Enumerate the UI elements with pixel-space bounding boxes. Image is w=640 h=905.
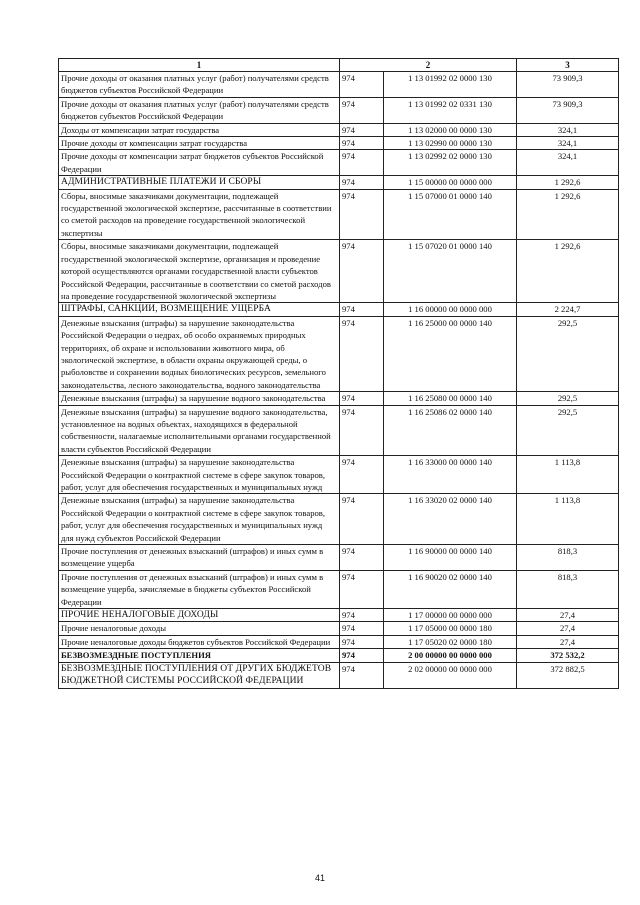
row-name-cell: Прочие доходы от компенсации затрат государства bbox=[59, 137, 340, 150]
row-name-cell: ПРОЧИЕ НЕНАЛОГОВЫЕ ДОХОДЫ bbox=[59, 609, 340, 622]
row-amount-cell: 372 532,2 bbox=[517, 649, 619, 662]
row-budget-code-cell: 2 00 00000 00 0000 000 bbox=[384, 649, 517, 662]
row-budget-code-cell: 1 16 33000 00 0000 140 bbox=[384, 456, 517, 494]
budget-revenue-table bbox=[58, 58, 619, 689]
row-budget-code-cell: 1 16 00000 00 0000 000 bbox=[384, 303, 517, 316]
row-amount-cell: 1 113,8 bbox=[517, 456, 619, 494]
row-budget-code-cell: 1 16 90000 00 0000 140 bbox=[384, 545, 517, 571]
table-row bbox=[59, 609, 619, 622]
row-name-cell: Денежные взыскания (штрафы) за нарушение законодательства Российской Федерации о недрах, об особо охраняемых природных территориях, об охране и использовании животного мира, об экологической экспертизе, в области охраны окружающей среды, о рыболовстве и сохранении водных биологических ресурсов, земельного законодательства, лесного законодательства, водного законодательства bbox=[59, 316, 340, 391]
row-admin-code-cell: 974 bbox=[340, 303, 384, 316]
row-name-cell: БЕЗВОЗМЕЗДНЫЕ ПОСТУПЛЕНИЯ bbox=[59, 649, 340, 662]
row-budget-code-cell: 2 02 00000 00 0000 000 bbox=[384, 662, 517, 688]
table-row bbox=[59, 137, 619, 150]
row-amount-cell: 292,5 bbox=[517, 392, 619, 405]
row-amount-cell: 324,1 bbox=[517, 137, 619, 150]
header-col-2: 2 bbox=[340, 59, 517, 72]
row-name-cell: Доходы от компенсации затрат государства bbox=[59, 123, 340, 136]
table-row bbox=[59, 405, 619, 456]
row-amount-cell: 27,4 bbox=[517, 622, 619, 635]
table-row bbox=[59, 392, 619, 405]
row-budget-code-cell: 1 16 25086 02 0000 140 bbox=[384, 405, 517, 456]
row-name-cell: Прочие доходы от оказания платных услуг (работ) получателями средств бюджетов субъектов Российской Федерации bbox=[59, 97, 340, 123]
table-row bbox=[59, 176, 619, 189]
table-row bbox=[59, 545, 619, 571]
table-row bbox=[59, 189, 619, 240]
row-budget-code-cell: 1 16 25080 00 0000 140 bbox=[384, 392, 517, 405]
table-row bbox=[59, 622, 619, 635]
row-name-cell: Денежные взыскания (штрафы) за нарушение законодательства Российской Федерации о контрактной системе в сфере закупок товаров, работ, услуг для обеспечения государственных и муниципальных нужд bbox=[59, 456, 340, 494]
table-row bbox=[59, 72, 619, 98]
row-admin-code-cell: 974 bbox=[340, 392, 384, 405]
row-budget-code-cell: 1 17 05000 00 0000 180 bbox=[384, 622, 517, 635]
row-budget-code-cell: 1 13 02992 02 0000 130 bbox=[384, 150, 517, 176]
row-budget-code-cell: 1 13 01992 02 0331 130 bbox=[384, 97, 517, 123]
row-budget-code-cell: 1 17 00000 00 0000 000 bbox=[384, 609, 517, 622]
row-name-cell: АДМИНИСТРАТИВНЫЕ ПЛАТЕЖИ И СБОРЫ bbox=[59, 176, 340, 189]
row-admin-code-cell: 974 bbox=[340, 609, 384, 622]
row-name-cell: Прочие поступления от денежных взысканий (штрафов) и иных сумм в возмещение ущерба, зачисляемые в бюджеты субъектов Российской Федерации bbox=[59, 570, 340, 608]
row-amount-cell: 324,1 bbox=[517, 150, 619, 176]
row-budget-code-cell: 1 15 07000 01 0000 140 bbox=[384, 189, 517, 240]
row-name-cell: Прочие доходы от оказания платных услуг (работ) получателями средств бюджетов субъектов Российской Федерации bbox=[59, 72, 340, 98]
row-admin-code-cell: 974 bbox=[340, 123, 384, 136]
table-row bbox=[59, 456, 619, 494]
row-budget-code-cell: 1 13 02990 00 0000 130 bbox=[384, 137, 517, 150]
row-budget-code-cell: 1 16 33020 02 0000 140 bbox=[384, 494, 517, 545]
page-number: 41 bbox=[314, 873, 325, 883]
row-budget-code-cell: 1 15 07020 01 0000 140 bbox=[384, 240, 517, 303]
row-admin-code-cell: 974 bbox=[340, 97, 384, 123]
row-name-cell: Сборы, вносимые заказчиками документации, подлежащей государственной экологической экспертизе, организация и проведение которой осуществляются органами государственной власти субъектов Российской Федерации, рассчитанные в соответствии со сметой расходов на проведение государственной экологической экспертизы bbox=[59, 240, 340, 303]
row-amount-cell: 324,1 bbox=[517, 123, 619, 136]
table-row bbox=[59, 316, 619, 391]
row-amount-cell: 2 224,7 bbox=[517, 303, 619, 316]
row-admin-code-cell: 974 bbox=[340, 570, 384, 608]
row-admin-code-cell: 974 bbox=[340, 405, 384, 456]
table-row bbox=[59, 662, 619, 688]
table-row bbox=[59, 303, 619, 316]
row-name-cell: Денежные взыскания (штрафы) за нарушение законодательства Российской Федерации о контрактной системе в сфере закупок товаров, работ, услуг для обеспечения государственных и муниципальных нужд для нужд субъектов Российской Федерации bbox=[59, 494, 340, 545]
table-row bbox=[59, 649, 619, 662]
row-name-cell: Прочие неналоговые доходы бюджетов субъектов Российской Федерации bbox=[59, 635, 340, 648]
row-budget-code-cell: 1 13 01992 02 0000 130 bbox=[384, 72, 517, 98]
row-name-cell: Прочие доходы от компенсации затрат бюджетов субъектов Российской Федерации bbox=[59, 150, 340, 176]
row-name-cell: ШТРАФЫ, САНКЦИИ, ВОЗМЕЩЕНИЕ УЩЕРБА bbox=[59, 303, 340, 316]
row-amount-cell: 292,5 bbox=[517, 405, 619, 456]
row-budget-code-cell: 1 16 25000 00 0000 140 bbox=[384, 316, 517, 391]
header-col-3: 3 bbox=[517, 59, 619, 72]
row-admin-code-cell: 974 bbox=[340, 622, 384, 635]
table-row bbox=[59, 97, 619, 123]
row-amount-cell: 818,3 bbox=[517, 545, 619, 571]
row-admin-code-cell: 974 bbox=[340, 649, 384, 662]
row-amount-cell: 1 292,6 bbox=[517, 176, 619, 189]
row-admin-code-cell: 974 bbox=[340, 662, 384, 688]
row-budget-code-cell: 1 15 00000 00 0000 000 bbox=[384, 176, 517, 189]
row-amount-cell: 818,3 bbox=[517, 570, 619, 608]
row-admin-code-cell: 974 bbox=[340, 150, 384, 176]
row-admin-code-cell: 974 bbox=[340, 494, 384, 545]
table-row bbox=[59, 240, 619, 303]
row-name-cell: Сборы, вносимые заказчиками документации, подлежащей государственной экологической экспертизе, рассчитанные в соответствии со сметой расходов на проведение государственной экологической экспертизы bbox=[59, 189, 340, 240]
row-name-cell: Денежные взыскания (штрафы) за нарушение водного законодательства, установленное на водных объектах, находящихся в федеральной собственности, налагаемые исполнительными органами государственной власти субъектов Российской Федерации bbox=[59, 405, 340, 456]
table-row bbox=[59, 494, 619, 545]
row-admin-code-cell: 974 bbox=[340, 240, 384, 303]
row-admin-code-cell: 974 bbox=[340, 635, 384, 648]
row-budget-code-cell: 1 16 90020 02 0000 140 bbox=[384, 570, 517, 608]
row-amount-cell: 1 292,6 bbox=[517, 189, 619, 240]
row-amount-cell: 1 113,8 bbox=[517, 494, 619, 545]
row-amount-cell: 292,5 bbox=[517, 316, 619, 391]
row-admin-code-cell: 974 bbox=[340, 545, 384, 571]
row-amount-cell: 372 882,5 bbox=[517, 662, 619, 688]
row-name-cell: Прочие поступления от денежных взысканий (штрафов) и иных сумм в возмещение ущерба bbox=[59, 545, 340, 571]
table-row bbox=[59, 570, 619, 608]
table-row bbox=[59, 123, 619, 136]
row-admin-code-cell: 974 bbox=[340, 137, 384, 150]
table-row bbox=[59, 635, 619, 648]
row-amount-cell: 73 909,3 bbox=[517, 97, 619, 123]
row-name-cell: Прочие неналоговые доходы bbox=[59, 622, 340, 635]
row-admin-code-cell: 974 bbox=[340, 176, 384, 189]
row-amount-cell: 27,4 bbox=[517, 609, 619, 622]
table-header-row bbox=[59, 59, 619, 72]
row-amount-cell: 1 292,6 bbox=[517, 240, 619, 303]
row-admin-code-cell: 974 bbox=[340, 72, 384, 98]
row-admin-code-cell: 974 bbox=[340, 316, 384, 391]
table-row bbox=[59, 150, 619, 176]
row-name-cell: БЕЗВОЗМЕЗДНЫЕ ПОСТУПЛЕНИЯ ОТ ДРУГИХ БЮДЖЕТОВ БЮДЖЕТНОЙ СИСТЕМЫ РОССИЙСКОЙ ФЕДЕРАЦИИ bbox=[59, 662, 340, 688]
row-budget-code-cell: 1 13 02000 00 0000 130 bbox=[384, 123, 517, 136]
row-name-cell: Денежные взыскания (штрафы) за нарушение водного законодательства bbox=[59, 392, 340, 405]
row-admin-code-cell: 974 bbox=[340, 189, 384, 240]
row-admin-code-cell: 974 bbox=[340, 456, 384, 494]
row-amount-cell: 27,4 bbox=[517, 635, 619, 648]
row-budget-code-cell: 1 17 05020 02 0000 180 bbox=[384, 635, 517, 648]
header-col-1: 1 bbox=[59, 59, 340, 72]
row-amount-cell: 73 909,3 bbox=[517, 72, 619, 98]
